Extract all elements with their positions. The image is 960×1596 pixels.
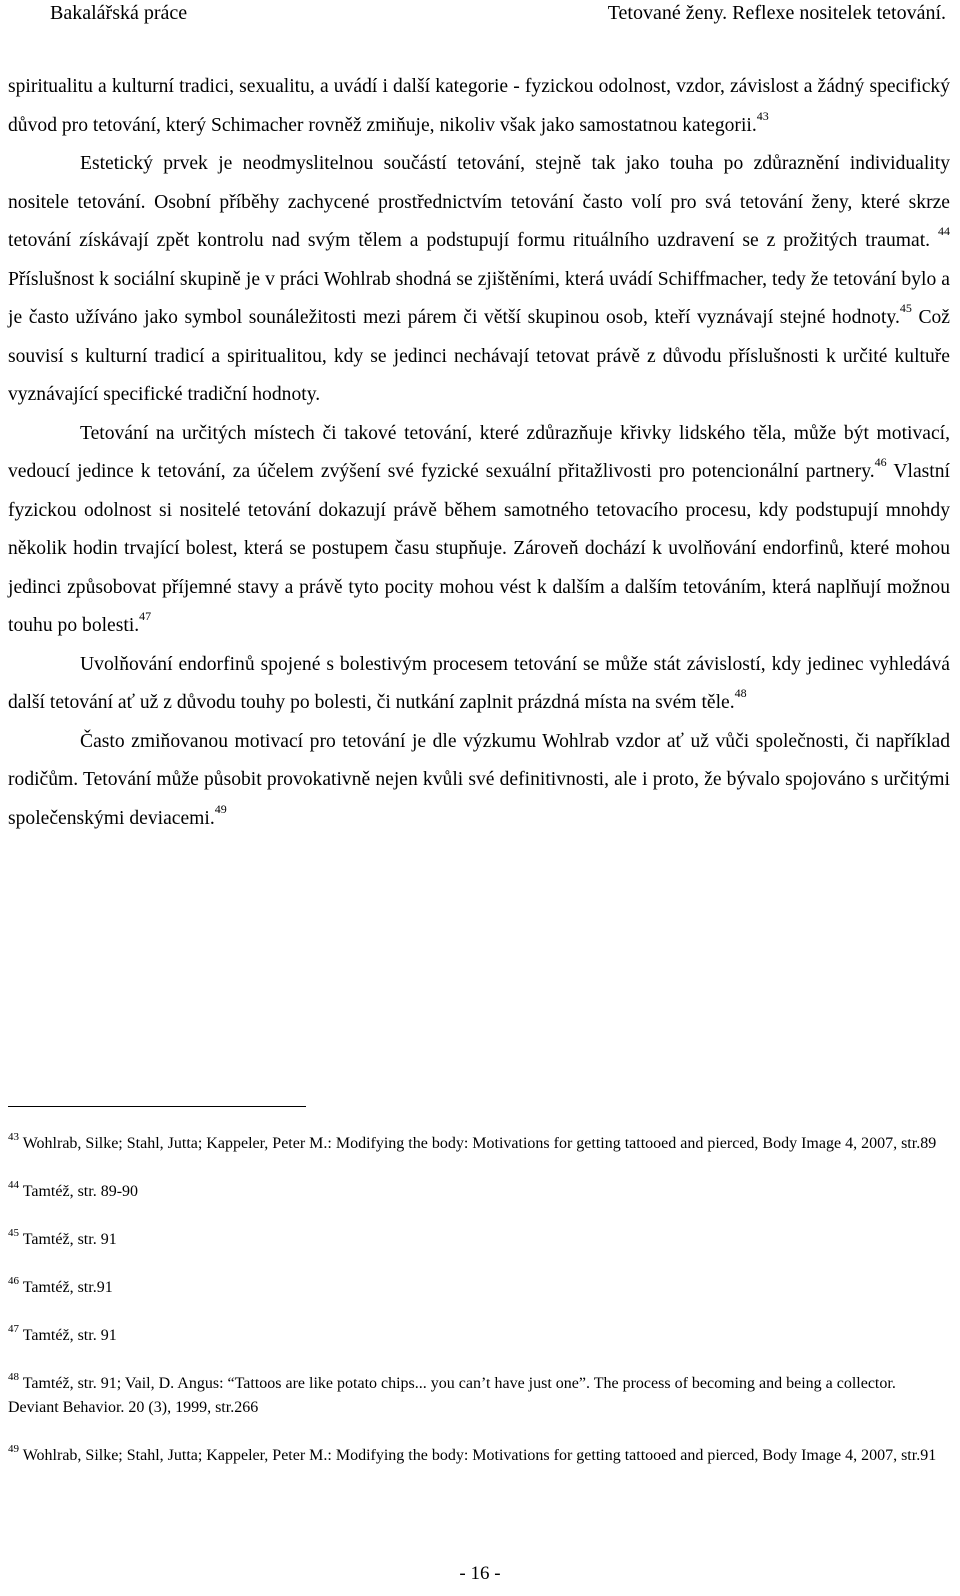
running-header: [50, 0, 946, 26]
footnote: [8, 1180, 950, 1204]
footnote-separator: [8, 1106, 306, 1107]
paragraph: [8, 646, 950, 723]
footnote-reference: 47: [139, 609, 152, 624]
footnote-text: Wohlrab, Silke; Stahl, Jutta; Kappeler, Peter M.: Modifying the body: Motivations for getting tattooed and pierced, Body Image 4, 2007, str.91: [22, 1447, 937, 1464]
footnote-number: 43: [8, 1130, 19, 1143]
paragraph: [8, 145, 950, 415]
paragraph-text: Což souvisí s kulturní tradicí a spiritualitou, kdy se jedinci nechávají tetovat právě z důvodu příslušnosti k určité kultuře vyznávající specifické tradiční hodnoty.: [8, 307, 950, 405]
footnote-number: 48: [8, 1370, 19, 1383]
footnote-reference: 46: [874, 455, 887, 470]
paragraph-text: Uvolňování endorfinů spojené s bolestivým procesem tetování se může stát závislostí, kdy jedinec vyhledává další tetování ať už z důvodu touhy po bolesti, či nutkání zaplnit prázdná místa na svém těle.: [8, 653, 950, 713]
footnote: [8, 1372, 950, 1420]
footnote-number: 49: [8, 1442, 19, 1455]
paragraph: [8, 723, 950, 839]
footnote: [8, 1324, 950, 1348]
header-thesis-title: Tetované ženy. Reflexe nositelek tetování.: [607, 2, 946, 24]
footnote-text: Wohlrab, Silke; Stahl, Jutta; Kappeler, Peter M.: Modifying the body: Motivations for getting tattooed and pierced, Body Image 4, 2007, str.89: [22, 1135, 937, 1152]
footnote-number: 44: [8, 1178, 19, 1191]
footnotes: [8, 1132, 950, 1492]
footnote-text: Tamtéž, str. 89-90: [22, 1183, 139, 1200]
footnote: [8, 1276, 950, 1300]
footnote-number: 46: [8, 1274, 19, 1287]
footnote: [8, 1132, 950, 1156]
footnote-text: Tamtéž, str. 91: [22, 1327, 117, 1344]
footnote: [8, 1444, 950, 1468]
paragraph: [8, 415, 950, 646]
footnote-number: 47: [8, 1322, 19, 1335]
paragraph-text: spiritualitu a kulturní tradici, sexualitu, a uvádí i další kategorie - fyzickou odolnost, vzdor, závislost a žádný specifický důvod pro tetování, který Schimacher rovněž zmiňuje, nikoliv však jako samostatnou kategorii.: [8, 76, 950, 136]
page-number: - 16 -: [459, 1563, 501, 1584]
footnote-reference: 45: [899, 301, 912, 316]
paragraph-text: Příslušnost k sociální skupině je v práci Wohlrab shodná se zjištěními, která uvádí Schiffmacher, tedy že tetování bylo a je často užíváno jako symbol sounáležitosti mezi párem či větší skupinou osob, kteří vyznávají stejné hodnoty.: [8, 268, 950, 328]
paragraph-text: Tetování na určitých místech či takové tetování, které zdůrazňuje křivky lidského těla, může být motivací, vedoucí jedince k tetování, za účelem zvýšení své fyzické sexuální přitažlivosti pro potencionální partnery.: [8, 422, 950, 482]
footnote-text: Tamtéž, str.91: [22, 1279, 113, 1296]
paragraph-text: Často zmiňovanou motivací pro tetování je dle výzkumu Wohlrab vzdor ať už vůči společnosti, či například rodičům. Tetování může působit provokativně nejen kvůli své definitivnosti, ale i proto, že bývalo spojováno s určitými společenskými deviacemi.: [8, 730, 950, 829]
footnote-number: 45: [8, 1226, 19, 1239]
footnote-reference: 49: [214, 801, 227, 816]
footnote-reference: 44: [938, 224, 950, 239]
footnote-reference: 43: [756, 108, 769, 123]
footnote-reference: 48: [734, 686, 747, 701]
header-thesis-type: Bakalářská práce: [50, 2, 188, 24]
body-text: [8, 68, 950, 838]
footnote-text: Tamtéž, str. 91: [22, 1231, 117, 1248]
footnote: [8, 1228, 950, 1252]
paragraph-text: Estetický prvek je neodmyslitelnou součástí tetování, stejně tak jako touha po zdůraznění individuality nositele tetování. Osobní příběhy zachycené prostřednictvím tetování často volí pro svá tetování ženy, které skrze tetování získávají zpět kontrolu nad svým tělem a podstupují formu rituálního uzdravení se z prožitých traumat.: [8, 153, 950, 251]
footnote-text: Tamtéž, str. 91; Vail, D. Angus: “Tattoos are like potato chips... you can’t have just one”. The process of becoming and being a collector. Deviant Behavior. 20 (3), 1999, str.266: [8, 1375, 896, 1416]
paragraph: [8, 68, 950, 145]
paragraph-text: Vlastní fyzickou odolnost si nositelé tetování dokazují právě během samotného tetovacího procesu, kdy podstupují mnohdy několik hodin trvající bolest, která se postupem času stupňuje. Zároveň dochází k uvolňování endorfinů, které mohou jedinci způsobovat příjemné stavy a právě tyto pocity mohou vést k dalším a dalším tetováním, která naplňují možnou touhu po bolesti.: [8, 461, 950, 636]
